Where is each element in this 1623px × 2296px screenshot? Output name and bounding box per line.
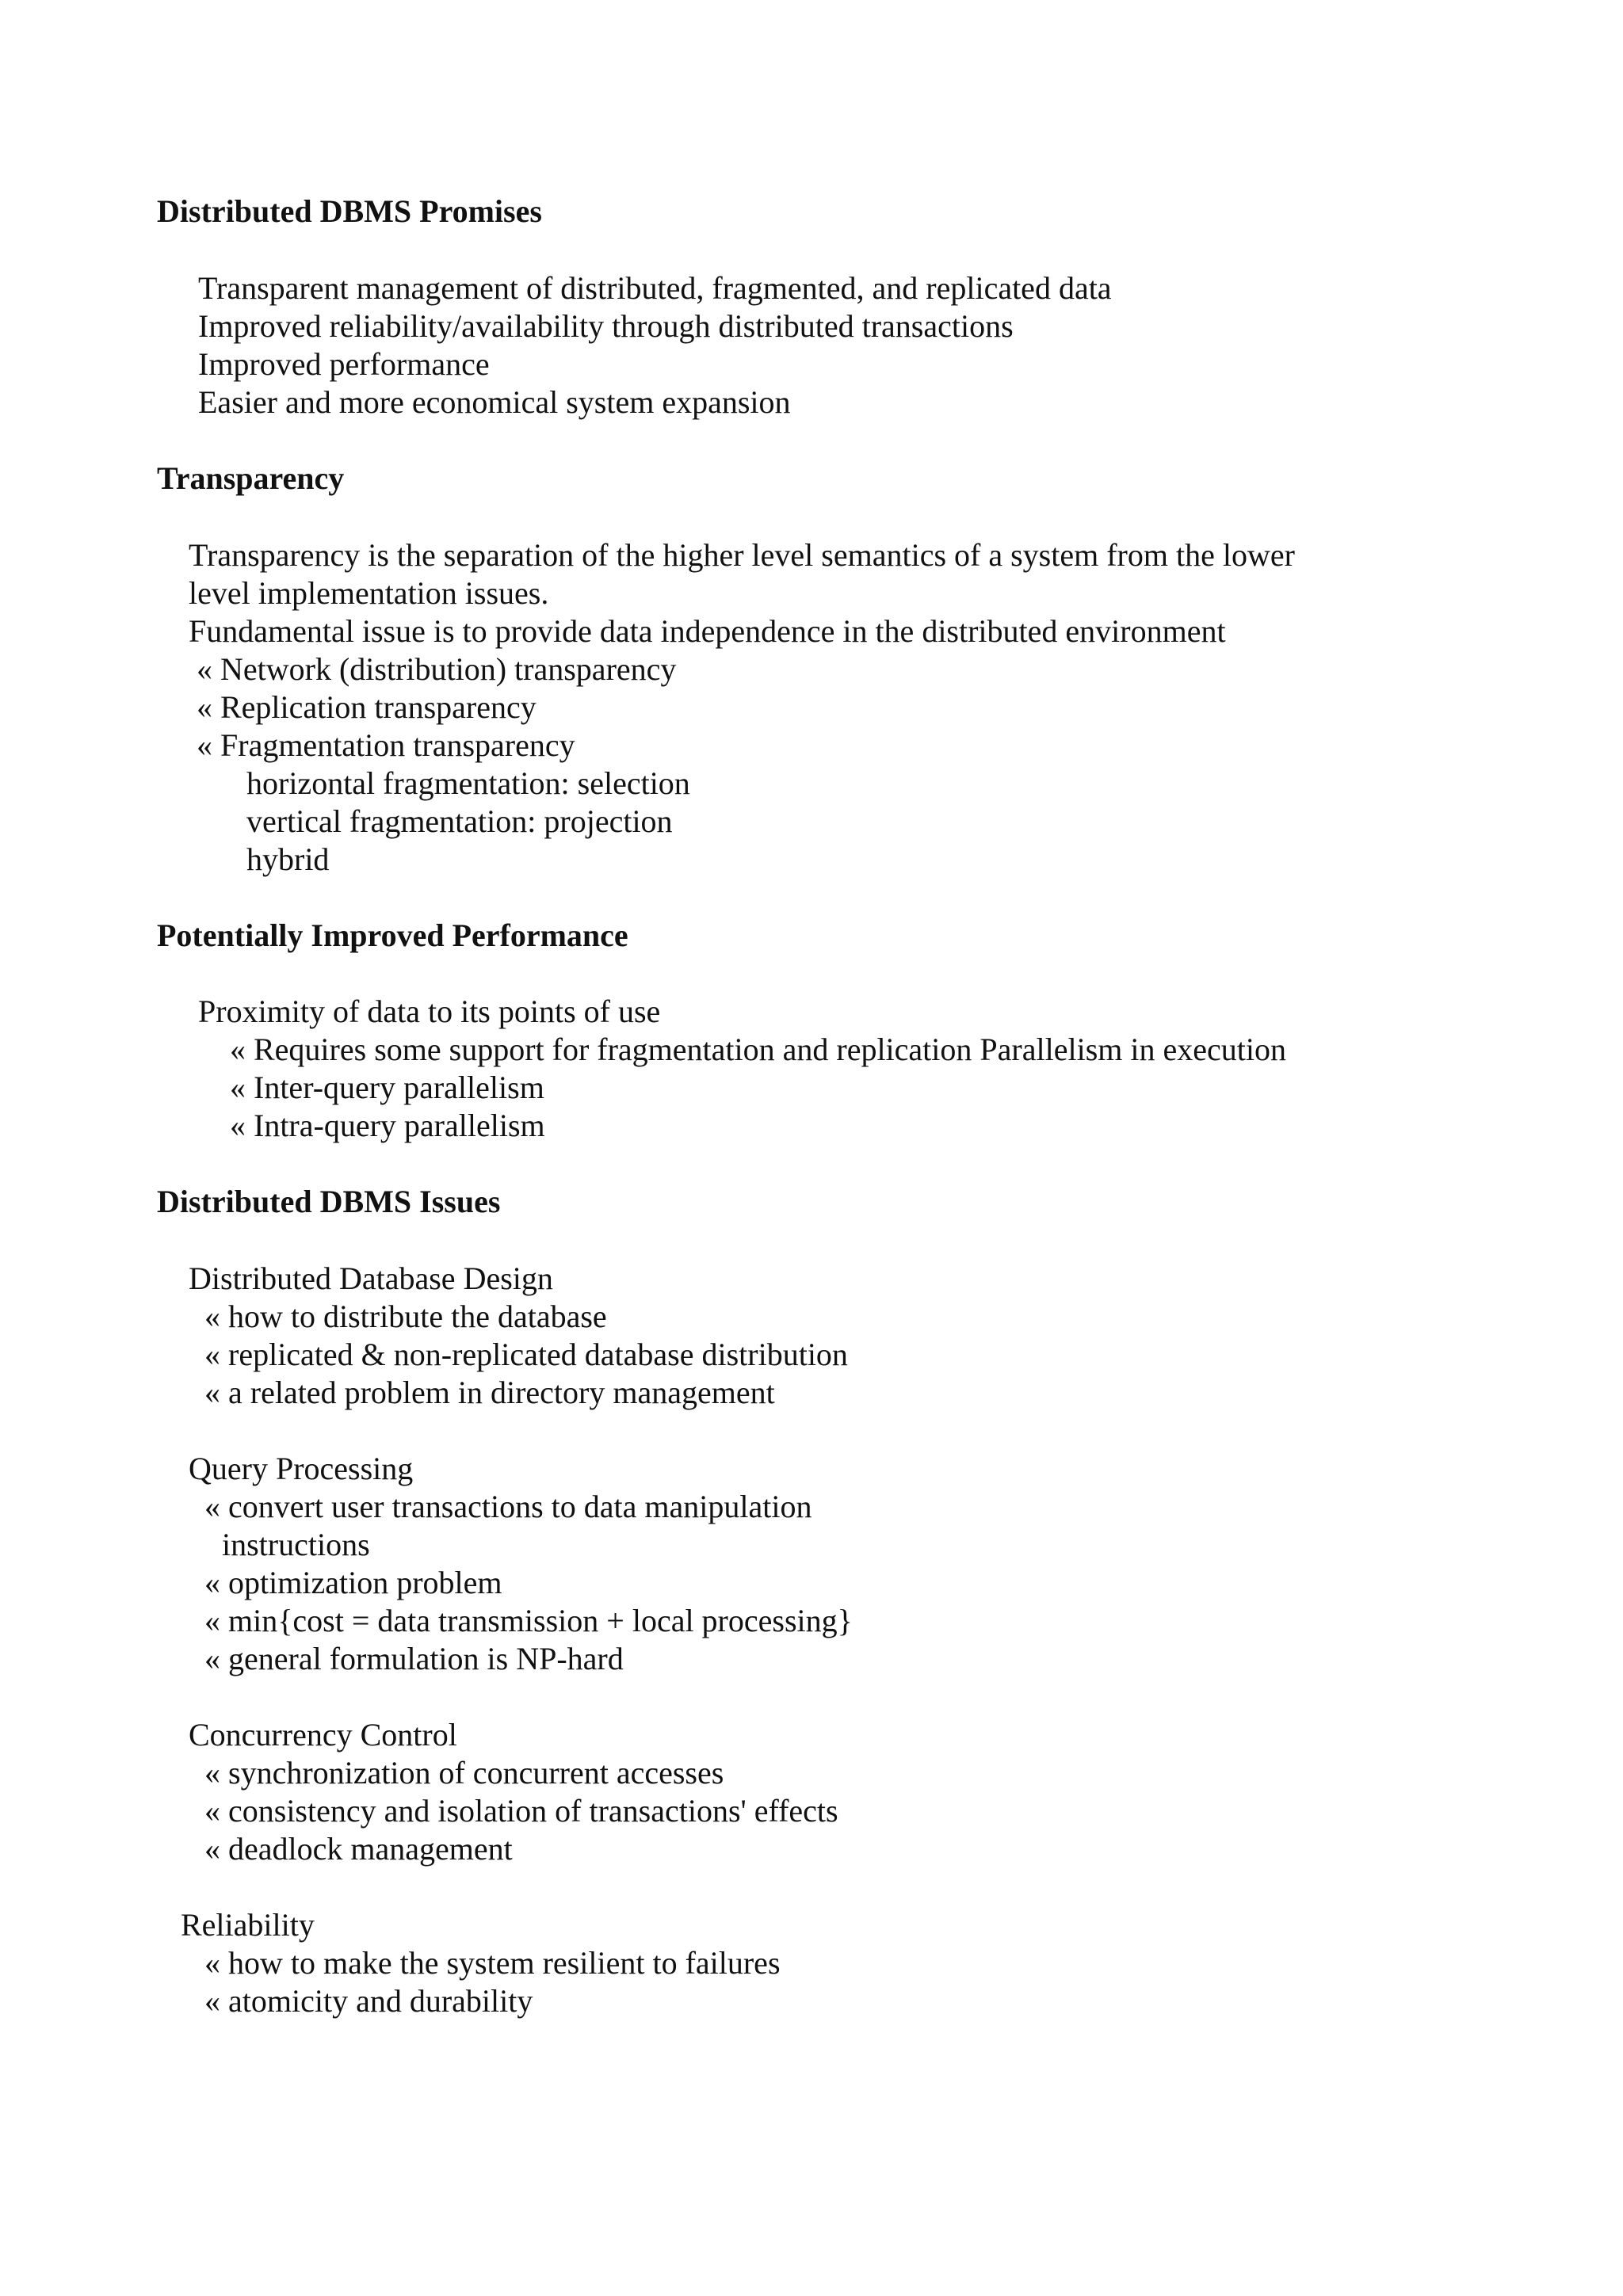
issue-bullet: « min{cost = data transmission + local processing} <box>204 1603 853 1638</box>
issue-bullet: « optimization problem <box>204 1565 502 1600</box>
issue-bullet: « atomicity and durability <box>204 1983 533 2019</box>
fragmentation-subitem: vertical fragmentation: projection <box>246 803 673 839</box>
issue-bullet: « how to make the system resilient to failures <box>204 1945 781 1981</box>
promise-line: Easier and more economical system expansion <box>198 384 791 420</box>
performance-bullet: « Requires some support for fragmentation and replication Parallelism in execution <box>230 1032 1286 1067</box>
heading-potentially-improved-performance: Potentially Improved Performance <box>157 917 628 953</box>
performance-bullet: « Intra-query parallelism <box>230 1108 545 1143</box>
promise-line: Transparent management of distributed, fragmented, and replicated data <box>198 270 1112 306</box>
issue-bullet-continuation: instructions <box>222 1527 370 1562</box>
promise-line: Improved reliability/availability through distributed transactions <box>198 308 1014 344</box>
issue-group-title: Query Processing <box>189 1451 414 1486</box>
performance-bullet: « Inter-query parallelism <box>230 1070 544 1105</box>
transparency-bullet: « Fragmentation transparency <box>197 727 575 763</box>
issue-bullet: « how to distribute the database <box>204 1299 607 1334</box>
fragmentation-subitem: hybrid <box>246 841 330 877</box>
issue-bullet: « a related problem in directory management <box>204 1375 775 1410</box>
transparency-bullet: « Network (distribution) transparency <box>197 651 677 687</box>
issue-group-title: Distributed Database Design <box>189 1261 553 1296</box>
issue-bullet: « synchronization of concurrent accesses <box>204 1755 724 1791</box>
transparency-bullet: « Replication transparency <box>197 689 537 725</box>
issue-group-title: Reliability <box>181 1907 315 1943</box>
promise-line: Improved performance <box>198 346 490 382</box>
transparency-line: Fundamental issue is to provide data independence in the distributed environment <box>189 613 1226 649</box>
issue-bullet: « convert user transactions to data manipulation <box>204 1489 812 1524</box>
performance-line: Proximity of data to its points of use <box>198 994 661 1029</box>
fragmentation-subitem: horizontal fragmentation: selection <box>246 765 690 801</box>
issue-bullet: « deadlock management <box>204 1831 513 1867</box>
transparency-line: Transparency is the separation of the higher level semantics of a system from the lower <box>189 537 1295 573</box>
heading-distributed-dbms-issues: Distributed DBMS Issues <box>157 1184 501 1219</box>
issue-group-title: Concurrency Control <box>189 1717 457 1753</box>
issue-bullet: « general formulation is NP-hard <box>204 1641 624 1676</box>
issue-bullet: « consistency and isolation of transactions' effects <box>204 1793 838 1829</box>
transparency-line: level implementation issues. <box>189 575 549 611</box>
issue-bullet: « replicated & non-replicated database distribution <box>204 1337 848 1372</box>
heading-distributed-dbms-promises: Distributed DBMS Promises <box>157 193 542 229</box>
heading-transparency: Transparency <box>157 460 345 496</box>
